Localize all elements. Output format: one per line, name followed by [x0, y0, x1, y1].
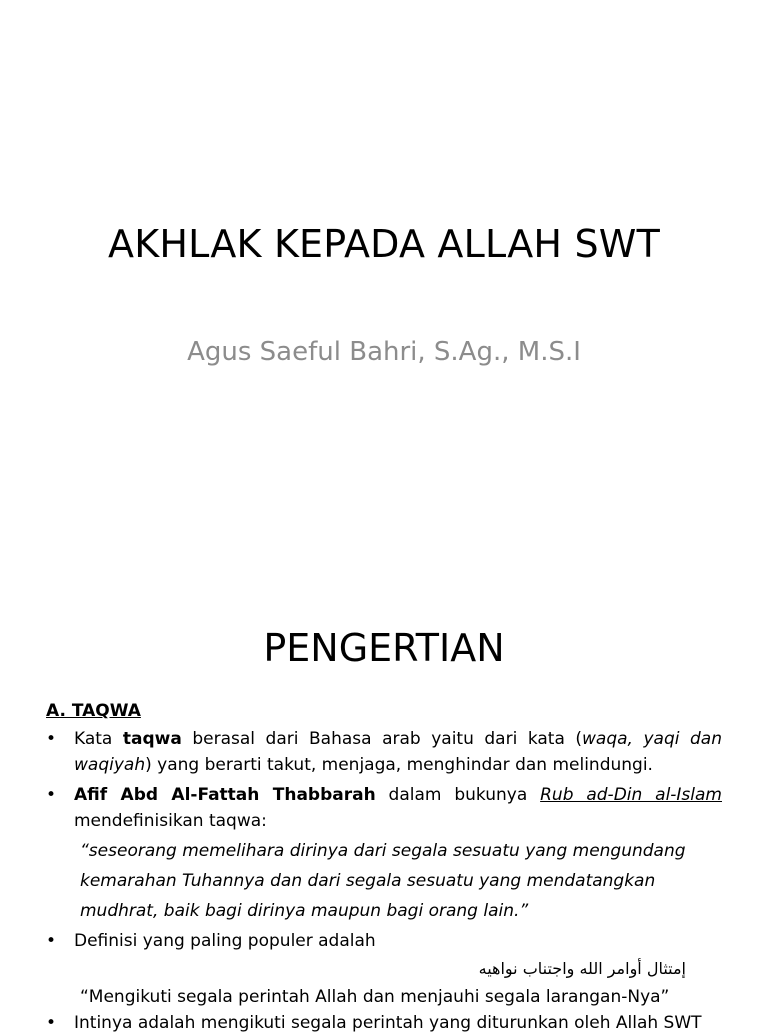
- arabic-definition: إمتثال أوامر الله واجتناب نواهيه: [478, 959, 686, 978]
- text: berasal dari Bahasa arab yaitu dari kata (: [181, 729, 583, 749]
- definition-quote: [46, 836, 722, 926]
- content-slide: [0, 576, 768, 1033]
- content-title: PENGERTIAN: [263, 626, 505, 670]
- slide-subtitle: Agus Saeful Bahri, S.Ag., M.S.I: [187, 337, 581, 367]
- section-heading: A. TAQWA: [46, 701, 141, 721]
- arabic-roots: waqa, yaqi dan waqiyah: [74, 729, 722, 775]
- quote-line: kemarahan Tuhannya dan dari segala sesuatu yang mendatangkan: [80, 871, 656, 891]
- definition-translation: “Mengikuti segala perintah Allah dan menjauhi segala larangan-Nya”: [80, 987, 670, 1007]
- keyword: taqwa: [122, 729, 182, 749]
- quote-line: “seseorang memelihara dirinya dari segala sesuatu yang mengundang: [80, 841, 686, 861]
- bullet-definition-source: [46, 782, 722, 834]
- book-title: Rub ad-Din al-Islam: [540, 785, 722, 805]
- quote-line: mudhrat, baik bagi dirinya maupun bagi orang lain.”: [80, 901, 529, 921]
- bullet-popular-definition: • Definisi yang paling populer adalah: [46, 928, 722, 954]
- content-body: [46, 698, 722, 1036]
- author-name: Afif Abd Al-Fattah Thabbarah: [74, 785, 376, 805]
- bullet-taqwa-etymology: [46, 726, 722, 778]
- text: Kata: [74, 729, 123, 749]
- slide-title: AKHLAK KEPADA ALLAH SWT: [108, 222, 660, 266]
- text: mendefinisikan taqwa:: [74, 811, 267, 831]
- text: dalam bukunya: [375, 785, 541, 805]
- text: ) yang berarti takut, menjaga, menghindar dan melindungi.: [145, 755, 653, 775]
- bullet-summary: • Intinya adalah mengikuti segala perintah yang diturunkan oleh Allah SWT: [46, 1010, 722, 1036]
